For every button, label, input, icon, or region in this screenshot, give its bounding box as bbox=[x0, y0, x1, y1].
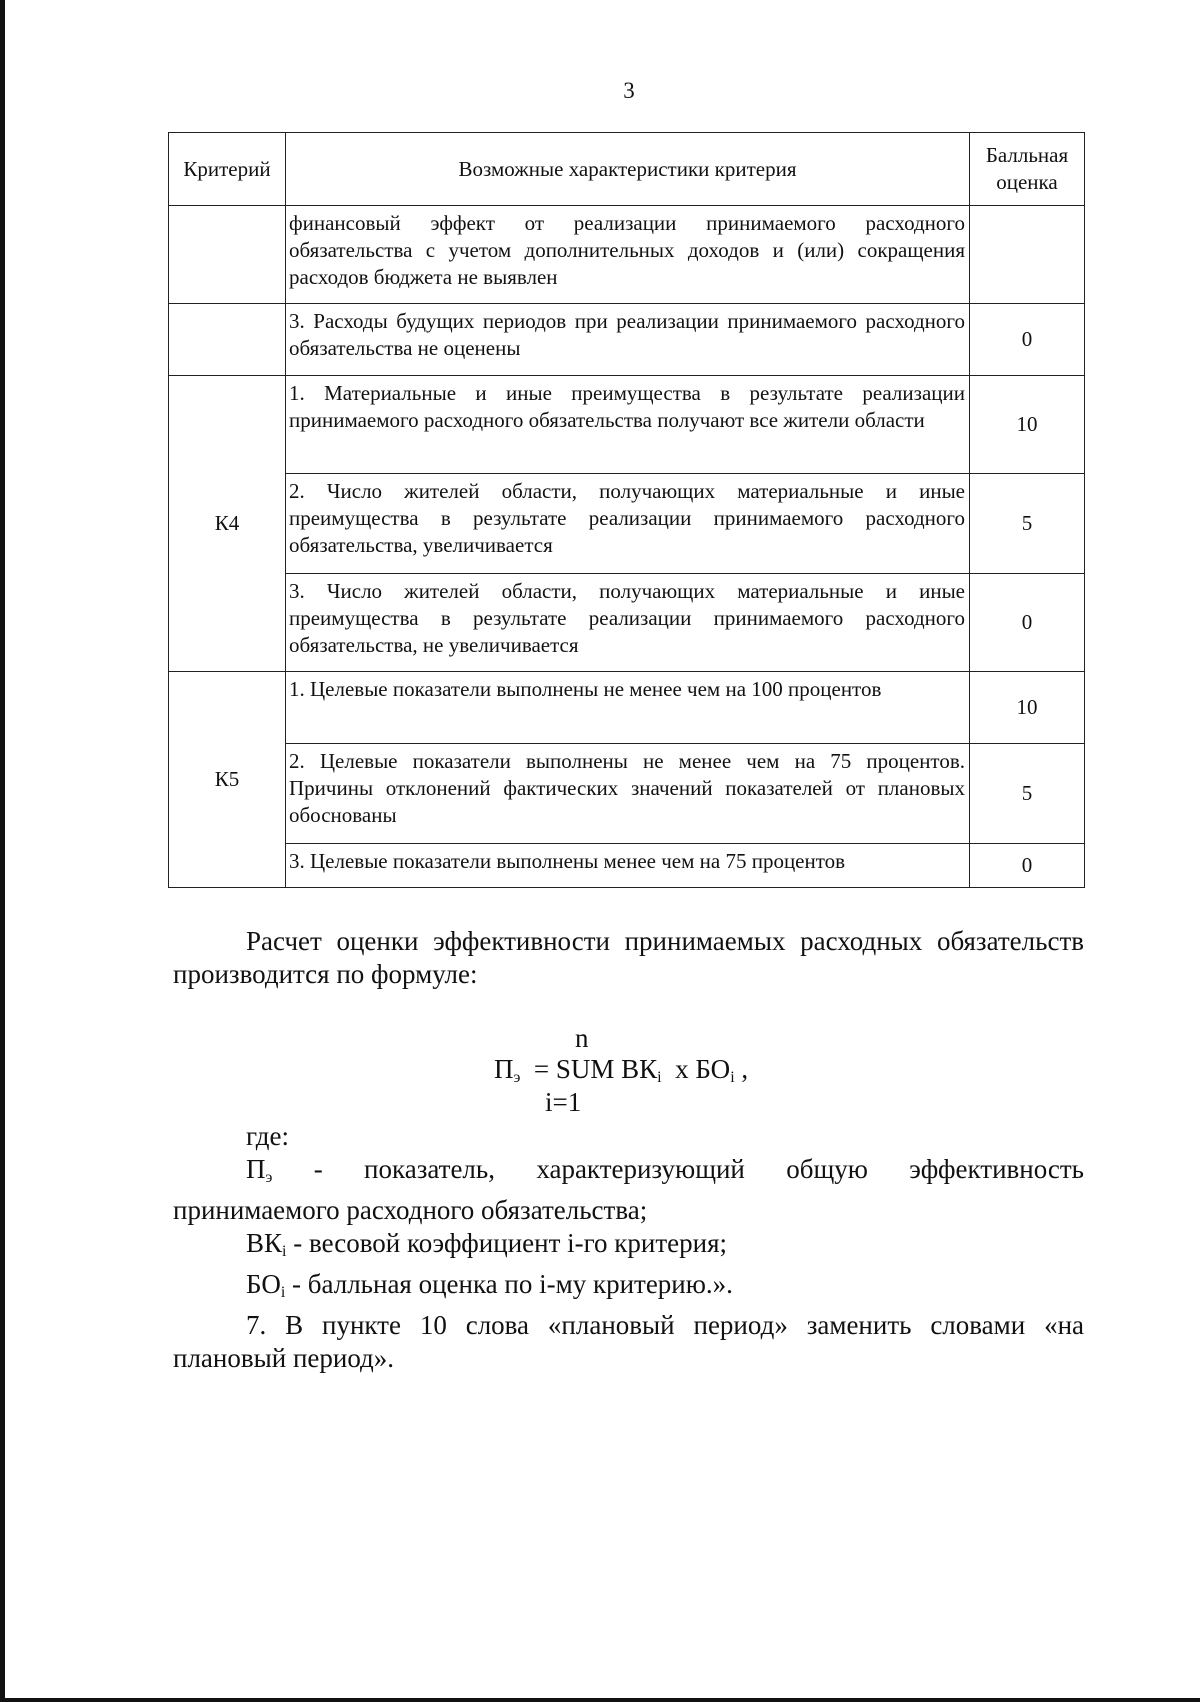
scan-border-left bbox=[0, 0, 5, 1702]
table-row bbox=[169, 744, 1085, 844]
formula-op: = SUM ВК bbox=[533, 1054, 658, 1084]
criteria-table bbox=[168, 132, 1085, 888]
score-cell: 5 bbox=[970, 474, 1085, 574]
definition-vk bbox=[173, 1227, 1084, 1268]
table-row bbox=[169, 574, 1085, 672]
intro-text: Расчет оценки эффективности принимаемых расходных обязательств производится по формуле: bbox=[173, 926, 1084, 989]
formula-sub-i1: i bbox=[657, 1069, 662, 1086]
description-cell: 2. Целевые показатели выполнены не менее чем на 75 процентов. Причины отклонений фактических значений показателей от плановых обоснованы bbox=[286, 744, 970, 844]
table-row bbox=[169, 672, 1085, 744]
formula-tail: , bbox=[741, 1054, 749, 1084]
description-cell: 2. Число жителей области, получающих материальные и иные преимущества в результате реализации принимаемого расходного обязательства, увеличивается bbox=[286, 474, 970, 574]
formula-mid: х БО bbox=[675, 1054, 731, 1084]
scan-border-bottom bbox=[0, 1698, 1200, 1702]
item-7: 7. В пункте 10 слова «плановый период» заменить словами «на плановый период». bbox=[173, 1310, 1084, 1373]
score-cell: 10 bbox=[970, 376, 1085, 474]
definition-pe bbox=[173, 1153, 1084, 1227]
description-cell: 3. Целевые показатели выполнены менее чем на 75 процентов bbox=[286, 844, 970, 888]
table-header-row bbox=[169, 133, 1085, 206]
formula-upper-limit: n bbox=[575, 1023, 589, 1053]
definitions bbox=[173, 1120, 1084, 1375]
header-criterion: Критерий bbox=[169, 133, 286, 206]
header-characteristics: Возможные характеристики критерия bbox=[286, 133, 970, 206]
criterion-cell-k4: К4 bbox=[169, 376, 286, 672]
description-cell: 1. Целевые показатели выполнены не менее чем на 100 процентов bbox=[286, 672, 970, 744]
where-label: где: bbox=[246, 1121, 289, 1151]
table-row bbox=[169, 376, 1085, 474]
description-cell: 3. Число жителей области, получающих материальные и иные преимущества в результате реализации принимаемого расходного обязательства, не увеличивается bbox=[286, 574, 970, 672]
def2-symbol: ВК bbox=[246, 1228, 283, 1258]
intro-paragraph bbox=[173, 925, 1084, 991]
page-number: 3 bbox=[623, 78, 635, 103]
formula-lhs: П bbox=[494, 1054, 514, 1084]
def2-text: - весовой коэффициент i-го критерия; bbox=[286, 1228, 728, 1258]
criterion-cell bbox=[169, 206, 286, 304]
def3-sub: i bbox=[280, 1284, 286, 1301]
def2-sub: i bbox=[282, 1243, 287, 1260]
def1-text: - показатель, характеризующий общую эффективность принимаемого расходного обязательства; bbox=[173, 1154, 1084, 1225]
def1-symbol: П bbox=[246, 1154, 266, 1184]
formula-lower-limit: i=1 bbox=[545, 1087, 582, 1117]
score-cell: 0 bbox=[970, 844, 1085, 888]
header-score: Балльная оценка bbox=[970, 133, 1085, 206]
table-row bbox=[169, 844, 1085, 888]
score-cell: 0 bbox=[970, 304, 1085, 376]
criterion-cell bbox=[169, 304, 286, 376]
def3-text: - балльная оценка по i-му критерию.». bbox=[285, 1269, 733, 1299]
table-row bbox=[169, 206, 1085, 304]
definition-bo bbox=[173, 1268, 1084, 1309]
score-cell: 5 bbox=[970, 744, 1085, 844]
description-cell: финансовый эффект от реализации принимаемого расходного обязательства с учетом дополнительных доходов и (или) сокращения расходов бюджета не выявлен bbox=[286, 206, 970, 304]
score-cell: 10 bbox=[970, 672, 1085, 744]
score-cell bbox=[970, 206, 1085, 304]
table-row bbox=[169, 304, 1085, 376]
description-cell: 1. Материальные и иные преимущества в результате реализации принимаемого расходного обязательства получают все жители области bbox=[286, 376, 970, 474]
description-cell: 3. Расходы будущих периодов при реализации принимаемого расходного обязательства не оценены bbox=[286, 304, 970, 376]
formula-main bbox=[494, 1054, 748, 1087]
criterion-cell-k5: К5 bbox=[169, 672, 286, 888]
formula-sub-i2: i bbox=[730, 1069, 735, 1086]
def1-sub: э bbox=[265, 1169, 273, 1186]
table-row bbox=[169, 474, 1085, 574]
formula-lhs-sub: э bbox=[513, 1069, 521, 1086]
def3-symbol: БО bbox=[246, 1269, 281, 1299]
score-cell: 0 bbox=[970, 574, 1085, 672]
